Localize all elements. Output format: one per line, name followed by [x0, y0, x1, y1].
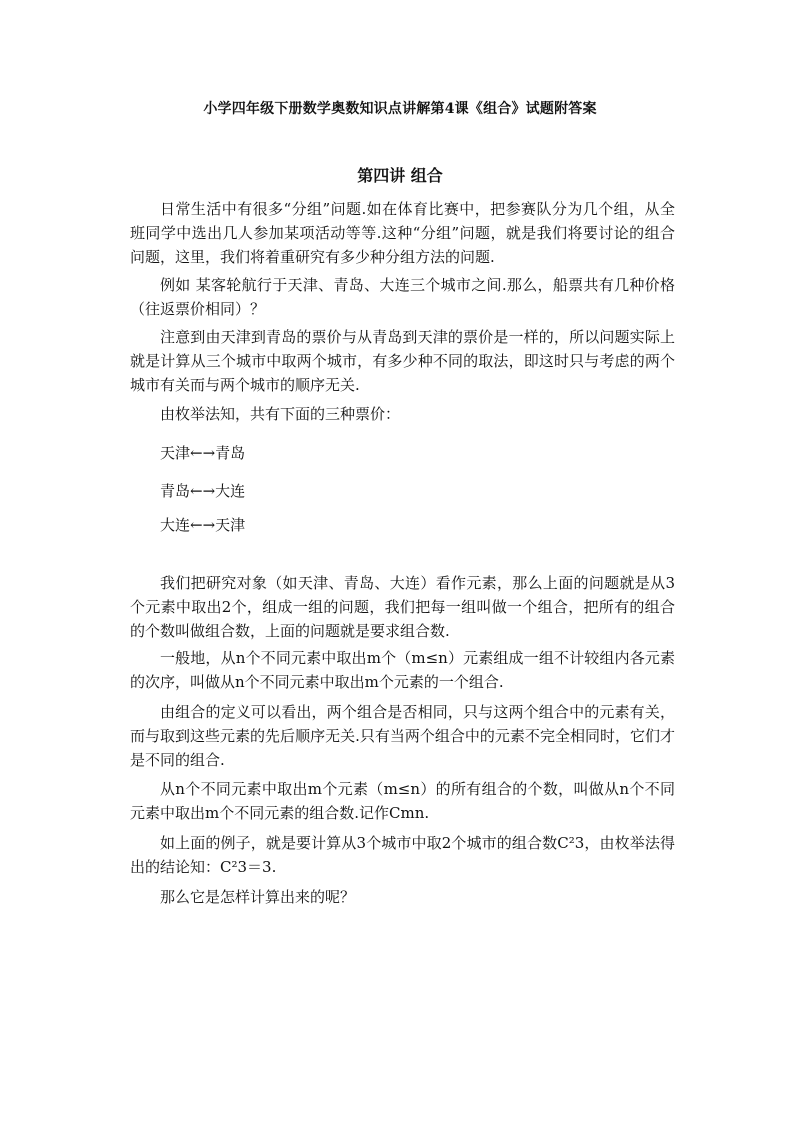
paragraph-observation: 注意到由天津到青岛的票价与从青岛到天津的票价是一样的，所以问题实际上就是计算从三个城市中取两个城市，有多少种不同的取法，即这时只与考虑的两个城市有关而与两个城市的顺序无关. [130, 328, 675, 394]
paragraph-enumeration: 由枚举法知，共有下面的三种票价： [160, 405, 401, 423]
route-qingdao-dalian: 青岛←→大连 [160, 482, 246, 500]
paragraph-equality: 由组合的定义可以看出，两个组合是否相同，只与这两个组合中的元素有关，而与取到这些元素的先后顺序无关.只有当两个组合中的元素不完全相同时，它们才是不同的组合. [130, 703, 675, 769]
paragraph-example-result: 如上面的例子，就是要计算从3个城市中取2个城市的组合数C²3，由枚举法得出的结论知：C²3＝3. [130, 834, 675, 876]
paragraph-elements: 我们把研究对象（如天津、青岛、大连）看作元素，那么上面的问题就是从3个元素中取出2个，组成一组的问题，我们把每一组叫做一个组合，把所有的组合的个数叫做组合数，上面的问题就是要求组合数. [130, 574, 675, 640]
route-tianjin-qingdao: 天津←→青岛 [160, 444, 246, 462]
paragraph-definition: 一般地，从n个不同元素中取出m个（m≤n）元素组成一组不计较组内各元素的次序，叫做从n个不同元素中取出m个元素的一个组合. [130, 649, 675, 691]
paragraph-example: 例如 某客轮航行于天津、青岛、大连三个城市之间.那么，船票共有几种价格（往返票价相同）？ [130, 276, 675, 318]
paragraph-combination-number: 从n个不同元素中取出m个元素（m≤n）的所有组合的个数，叫做从n个不同元素中取出m个不同元素的组合数.记作Cmn. [130, 780, 675, 822]
document-title: 小学四年级下册数学奥数知识点讲解第4课《组合》试题附答案 [203, 101, 597, 117]
paragraph-intro: 日常生活中有很多“分组”问题.如在体育比赛中，把参赛队分为几个组，从全班同学中选出几人参加某项活动等等.这种“分组”问题，就是我们将要讨论的组合问题，这里，我们将着重研究有多少种分组方法的问题. [130, 200, 675, 266]
lesson-heading: 第四讲 组合 [357, 166, 443, 185]
paragraph-question: 那么它是怎样计算出来的呢？ [160, 888, 356, 906]
route-dalian-tianjin: 大连←→天津 [160, 516, 246, 534]
